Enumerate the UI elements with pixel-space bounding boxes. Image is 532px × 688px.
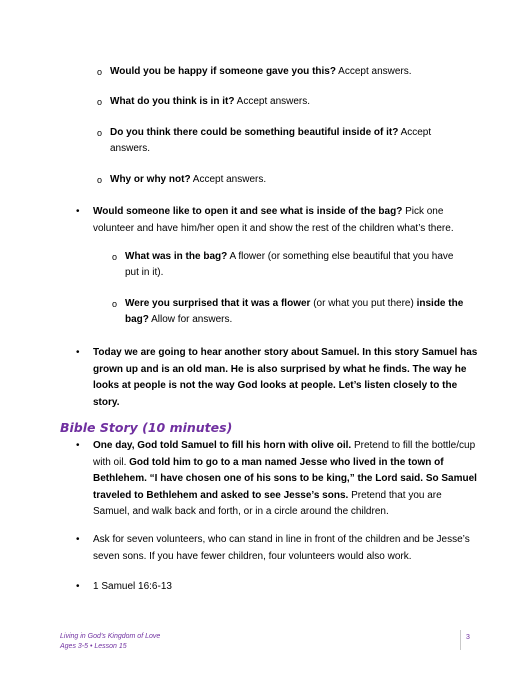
answer-text: Accept answers. — [190, 174, 267, 185]
question-text: Do you think there could be something beautiful inside of it? — [110, 127, 399, 138]
sub-bullet-marker: o — [97, 175, 103, 185]
instruction-text: Ask for seven volunteers, who can stand in line in front of the children and be Jesse’s seven sons. If you have fewer children, four volunteers would also work. — [93, 534, 470, 562]
instruction-text: Pretend to fill the bottle/cup with oil. — [93, 440, 476, 468]
footer-lesson: Ages 3-5 • Lesson 15 — [60, 643, 127, 650]
question-text: Were you surprised that it was a flower — [125, 298, 311, 309]
sub-item — [97, 94, 470, 110]
sub-bullet-marker: o — [112, 252, 118, 262]
sub-item — [112, 296, 470, 328]
bullet-marker: • — [76, 440, 80, 451]
question-text: Why or why not? — [110, 174, 191, 185]
bullet-item — [76, 345, 478, 411]
footer-divider — [460, 630, 461, 650]
bullet-item — [76, 204, 478, 237]
sub-item — [97, 125, 470, 157]
bullet-item — [76, 532, 478, 565]
sub-item — [97, 172, 470, 188]
answer-text: Accept answers. — [234, 96, 311, 107]
question-text: Would you be happy if someone gave you this? — [110, 66, 336, 77]
footer — [60, 632, 160, 652]
story-text: One day, God told Samuel to fill his horn with olive oil. — [93, 440, 352, 451]
bullet-item — [76, 579, 478, 596]
scripture-reference: 1 Samuel 16:6-13 — [93, 581, 172, 592]
sub-item — [112, 249, 470, 281]
question-text: inside the bag? — [125, 298, 464, 325]
section-heading: Bible Story (10 minutes) — [60, 420, 233, 435]
question-text: What do you think is in it? — [110, 96, 235, 107]
page-number: 3 — [466, 634, 470, 641]
bullet-marker: • — [76, 206, 80, 217]
answer-text: Accept answers. — [110, 127, 432, 154]
instruction-text: Pretend that you are Samuel, and walk back and forth, or in a circle around the children. — [93, 489, 442, 517]
answer-text: Allow for answers. — [148, 314, 233, 325]
aside-text: (or what you put there) — [310, 298, 417, 309]
sub-bullet-marker: o — [97, 128, 103, 138]
bullet-marker: • — [76, 534, 80, 545]
answer-text: A flower (or something else beautiful that you have put in it). — [125, 251, 454, 278]
story-text: God told him to go to a man named Jesse who lived in the town of Bethlehem. “I have chosen one of his sons to be king,” the Lord said. So Samuel traveled to Bethlehem and asked to see Jesse’s sons. — [93, 456, 477, 501]
sub-bullet-marker: o — [97, 97, 103, 107]
question-text: Would someone like to open it and see what is inside of the bag? — [93, 206, 403, 217]
bullet-item — [76, 438, 478, 521]
sub-item — [97, 64, 470, 80]
statement-text: Today we are going to hear another story about Samuel. In this story Samuel has grown up and is an old man. He is also surprised by what he finds. The way he looks at people is not the way God looks at people. Let’s listen closely to the story. — [93, 347, 478, 408]
answer-text: Pick one volunteer and have him/her open it and show the rest of the children what’s there. — [93, 206, 454, 234]
answer-text: Accept answers. — [335, 66, 412, 77]
bullet-marker: • — [76, 347, 80, 358]
sub-bullet-marker: o — [112, 299, 118, 309]
bullet-marker: • — [76, 581, 80, 592]
sub-bullet-marker: o — [97, 67, 103, 77]
question-text: What was in the bag? — [125, 251, 228, 262]
footer-title: Living in God’s Kingdom of Love — [60, 633, 161, 640]
